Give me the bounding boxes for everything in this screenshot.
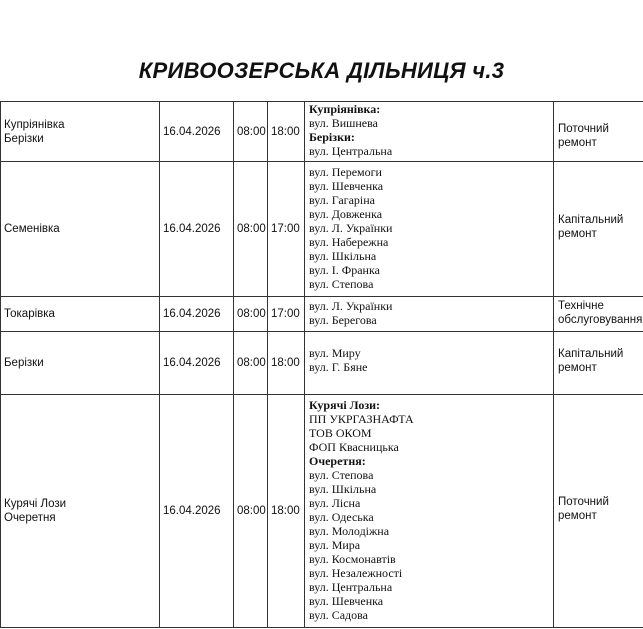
streets-cell — [305, 332, 554, 395]
street-name: ТОВ ОКОМ — [309, 426, 372, 440]
street-name: вул. Молодіжна — [309, 524, 390, 538]
work-type-text: Поточний — [558, 496, 609, 508]
work-type-text: обслуговування — [558, 314, 643, 326]
page-title: КРИВООЗЕРСЬКА ДІЛЬНИЦЯ ч.3 — [138, 58, 505, 83]
settlement-cell — [1, 102, 160, 162]
street-name: вул. Шкільна — [309, 482, 377, 496]
street-name: вул. Гагаріна — [309, 193, 376, 207]
settlement-cell — [1, 395, 160, 628]
street-name: ПП УКРГАЗНАФТА — [309, 412, 414, 426]
work-type-text: ремонт — [558, 137, 597, 149]
outage-schedule-table — [0, 101, 643, 628]
table-row — [1, 297, 643, 332]
settlement-name: Курячі Лози — [4, 498, 67, 510]
street-name: вул. Г. Бяне — [309, 360, 368, 374]
work-type-text: ремонт — [558, 228, 597, 240]
street-name: вул. Одеська — [309, 510, 374, 524]
street-name: вул. Берегова — [309, 313, 377, 327]
date-cell: 16.04.2026 — [160, 162, 234, 297]
street-name: вул. Мира — [309, 538, 361, 552]
table-row — [1, 162, 643, 297]
settlement-heading: Курячі Лози: — [309, 398, 381, 412]
street-name: вул. Степова — [309, 277, 374, 291]
streets-cell — [305, 297, 554, 332]
street-name: вул. Вишнева — [309, 116, 378, 130]
street-name: вул. Перемоги — [309, 165, 382, 179]
end-time-cell: 17:00 — [268, 162, 305, 297]
street-name: вул. Шевченка — [309, 179, 384, 193]
street-name: вул. Садова — [309, 608, 368, 622]
work-type-text: Капітальний — [558, 348, 624, 360]
street-name: вул. Шкільна — [309, 249, 377, 263]
end-time-cell: 18:00 — [268, 102, 305, 162]
work-type-text: Поточний — [558, 123, 609, 135]
work-type-cell — [554, 297, 643, 332]
start-time-cell: 08:00 — [234, 297, 268, 332]
work-type-cell — [554, 162, 643, 297]
street-name: вул. Центральна — [309, 580, 393, 594]
settlement-name: Очеретня — [4, 512, 56, 524]
settlement-cell — [1, 162, 160, 297]
end-time-cell: 18:00 — [268, 395, 305, 628]
street-name: вул. Центральна — [309, 144, 393, 158]
street-name: вул. Лісна — [309, 496, 361, 510]
settlement-heading: Купріянівка: — [309, 102, 381, 116]
date-cell: 16.04.2026 — [160, 332, 234, 395]
work-type-text: Технічне — [558, 300, 604, 312]
table-row — [1, 102, 643, 162]
date-cell: 16.04.2026 — [160, 395, 234, 628]
streets-cell — [305, 162, 554, 297]
streets-cell — [305, 395, 554, 628]
street-name: вул. Степова — [309, 468, 374, 482]
start-time-cell: 08:00 — [234, 395, 268, 628]
street-name: вул. Довженка — [309, 207, 383, 221]
date-cell: 16.04.2026 — [160, 102, 234, 162]
table-row — [1, 332, 643, 395]
street-name: вул. Миру — [309, 346, 361, 360]
street-name: вул. Л. Українки — [309, 299, 393, 313]
end-time-cell: 18:00 — [268, 332, 305, 395]
work-type-text: ремонт — [558, 510, 597, 522]
settlement-heading: Берізки: — [309, 130, 355, 144]
street-name: вул. Л. Українки — [309, 221, 393, 235]
work-type-cell — [554, 395, 643, 628]
work-type-cell — [554, 332, 643, 395]
settlement-name: Берізки — [4, 357, 44, 369]
street-name: вул. Шевченка — [309, 594, 384, 608]
work-type-text: Капітальний — [558, 214, 624, 226]
start-time-cell: 08:00 — [234, 332, 268, 395]
work-type-text: ремонт — [558, 362, 597, 374]
date-cell: 16.04.2026 — [160, 297, 234, 332]
settlement-heading: Очеретня: — [309, 454, 366, 468]
settlement-name: Семенівка — [4, 223, 60, 235]
street-name: вул. Набережна — [309, 235, 389, 249]
street-name: вул. Незалежності — [309, 566, 403, 580]
settlement-cell — [1, 332, 160, 395]
start-time-cell: 08:00 — [234, 102, 268, 162]
street-name: вул. І. Франка — [309, 263, 380, 277]
settlement-name: Берізки — [4, 132, 44, 145]
end-time-cell: 17:00 — [268, 297, 305, 332]
work-type-cell — [554, 102, 643, 162]
settlement-name: Купріянівка — [4, 118, 65, 131]
street-name: вул. Космонавтів — [309, 552, 396, 566]
start-time-cell: 08:00 — [234, 162, 268, 297]
settlement-name: Токарівка — [4, 308, 55, 320]
street-name: ФОП Квасницька — [309, 440, 399, 454]
streets-cell — [305, 102, 554, 162]
settlement-cell — [1, 297, 160, 332]
table-row — [1, 395, 643, 628]
